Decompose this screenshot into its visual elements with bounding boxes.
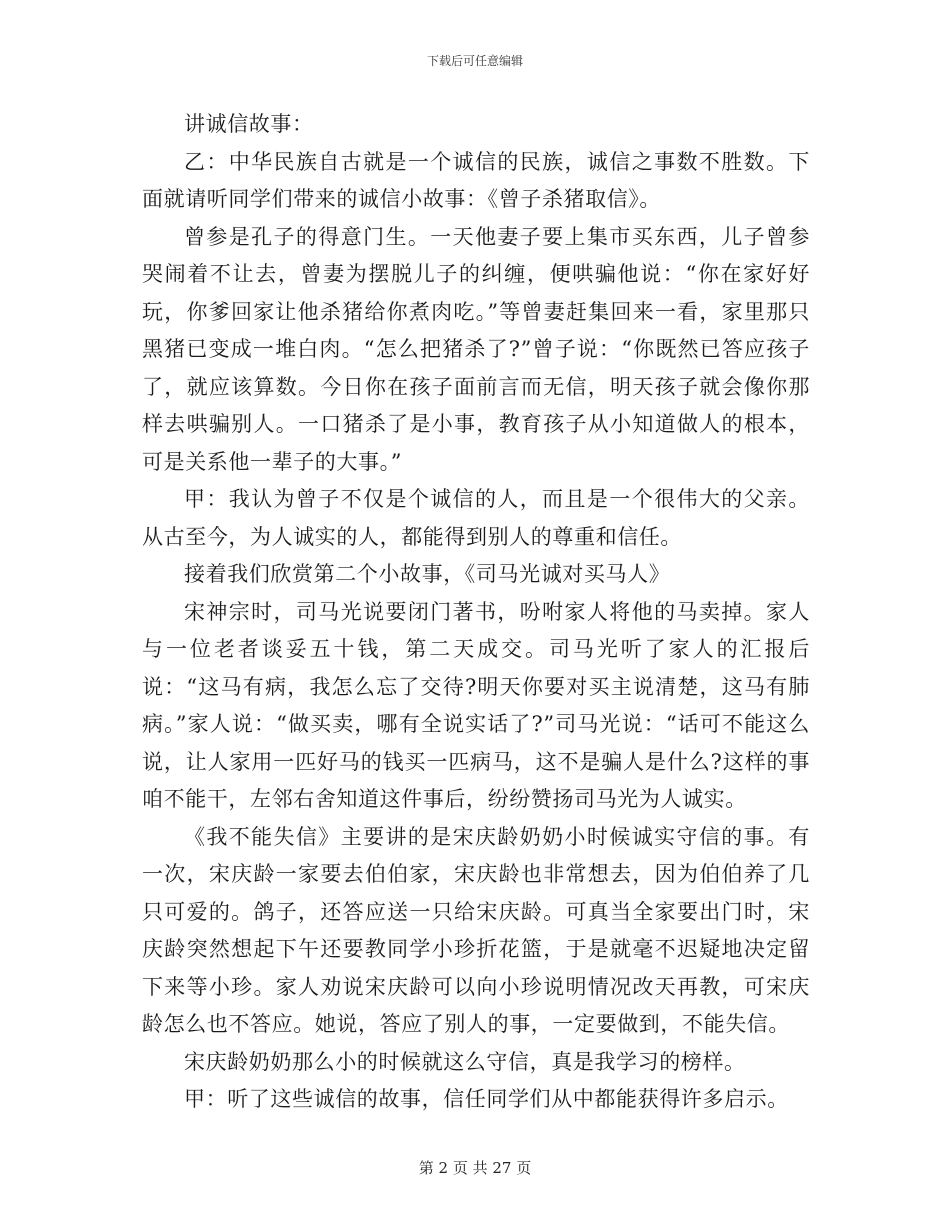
paragraph: 接着我们欣赏第二个小故事，《司马光诚对买马人》 [184,562,671,586]
document-body [142,106,810,1119]
paragraph: 《我不能失信》主要讲的是宋庆龄奶奶小时候诚实守信的事。有一次，宋庆龄一家要去伯伯家，宋庆龄也非常想去，因为伯伯养了几只可爱的。鸽子，还答应送一只给宋庆龄。可真当全家要出门时，宋庆龄突然想起下午还要教同学小珍折花篮，于是就毫不迟疑地决定留下来等小珍。家人劝说宋庆龄可以向小珍说明情况改天再教，可宋庆龄怎么也不答应。她说，答应了别人的事，一定要做到，不能失信。 [142,824,810,1036]
paragraph: 宋庆龄奶奶那么小的时候就这么守信，真是我学习的榜样。 [184,1049,746,1074]
paragraph: 甲：我认为曾子不仅是个诚信的人，而且是一个很伟大的父亲。从古至今，为人诚实的人，都能得到别人的尊重和信任。 [142,487,810,549]
page-number-footer: 第 2 页 共 27 页 [418,1159,532,1177]
paragraph: 宋神宗时，司马光说要闭门著书，吩咐家人将他的马卖掉。家人与一位老者谈妥五十钱，第二天成交。司马光听了家人的汇报后说：“这马有病，我怎么忘了交待?明天你要对买主说清楚，这马有肺病。”家人说：“做买卖，哪有全说实话了?”司马光说：“话可不能这么说，让人家用一匹好马的钱买一匹病马，这不是骗人是什么?这样的事咱不能干，左邻右舍知道这件事后，纷纷赞扬司马光为人诚实。 [142,599,810,811]
page-header-note: 下载后可任意编辑 [426,54,523,68]
paragraph: 甲：听了这些诚信的故事，信任同学们从中都能获得许多启示。 [184,1087,789,1111]
paragraph: 乙：中华民族自古就是一个诚信的民族，诚信之事数不胜数。下面就请听同学们带来的诚信小故事：《曾子杀猪取信》。 [142,149,810,211]
paragraph: 曾参是孔子的得意门生。一天他妻子要上集市买东西，儿子曾参哭闹着不让去，曾妻为摆脱儿子的纠缠，便哄骗他说：“你在家好好玩，你爹回家让他杀猪给你煮肉吃。”等曾妻赶集回来一看，家里那只黑猪已变成一堆白肉。“怎么把猪杀了?”曾子说：“你既然已答应孩子了，就应该算数。今日你在孩子面前言而无信，明天孩子就会像你那样去哄骗别人。一口猪杀了是小事，教育孩子从小知道做人的根本，可是关系他一辈子的大事。” [142,224,810,474]
paragraph-heading: 讲诚信故事： [184,112,314,136]
